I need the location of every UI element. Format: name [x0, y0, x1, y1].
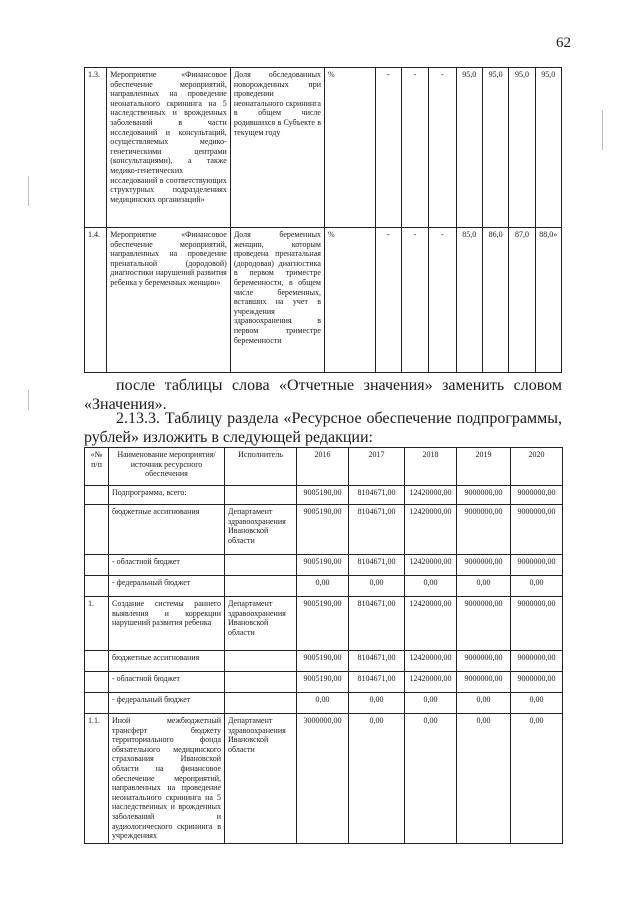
amount-cell: 9005190,00	[297, 486, 349, 505]
row-name: Подпрограмма, всего:	[109, 486, 225, 505]
indicators-table	[84, 67, 562, 373]
paragraph-resource-section	[84, 409, 562, 447]
amount-cell: 0,00	[349, 714, 405, 844]
row-executor	[225, 576, 297, 597]
amount-cell: 9000000,00	[457, 505, 511, 555]
row-name: - областной бюджет	[109, 555, 225, 576]
amount-cell: 12420000,00	[405, 597, 457, 651]
amount-cell: 9000000,00	[511, 505, 563, 555]
amount-cell: 9005190,00	[297, 651, 349, 672]
event-name: Мероприятие «Финансовое обеспечение мероприятий, направленных на проведение неонатального скрининга на 5 наследственных и врожденных заболеваний в части исследований и консультаций, осуществляемых медико-генетическими центрами (консультациями), а также медико-генетических исследований в соответствующих структурных подразделениях медицинских организаций»	[107, 68, 231, 228]
value-cell: -	[401, 68, 428, 228]
amount-cell: 12420000,00	[405, 672, 457, 693]
value-cell: -	[401, 228, 428, 373]
table-header-row	[85, 448, 563, 486]
unit: %	[324, 228, 375, 373]
row-executor	[225, 672, 297, 693]
header-name: Наименование мероприятия/источник ресурсного обеспечения	[109, 448, 225, 486]
amount-cell: 0,00	[457, 714, 511, 844]
value-cell: -	[375, 68, 401, 228]
scan-margin-mark	[28, 176, 29, 206]
scan-margin-mark	[28, 390, 29, 410]
row-name: - областной бюджет	[109, 672, 225, 693]
event-name: Мероприятие «Финансовое обеспечение мероприятий, направленных на проведение пренатальной (дородовой) диагностики нарушений развития ребенка у беременных женщин»	[107, 228, 231, 373]
value-cell: 88,0»	[535, 228, 561, 373]
amount-cell: 9005190,00	[297, 505, 349, 555]
amount-cell: 0,00	[405, 576, 457, 597]
paragraph-text: 2.13.3. Таблицу раздела «Ресурсное обеспечение подпрограммы, рублей» изложить в следующей редакции:	[84, 410, 562, 446]
row-number	[85, 555, 109, 576]
row-number	[85, 651, 109, 672]
amount-cell: 3000000,00	[297, 714, 349, 844]
amount-cell: 9000000,00	[511, 555, 563, 576]
value-cell: 95,0	[482, 68, 508, 228]
row-number	[85, 576, 109, 597]
table-row	[85, 576, 563, 597]
row-name: - федеральный бюджет	[109, 693, 225, 714]
value-cell: 95,0	[456, 68, 482, 228]
amount-cell: 9000000,00	[511, 486, 563, 505]
table-row	[85, 486, 563, 505]
amount-cell: 9000000,00	[457, 672, 511, 693]
row-name: Иной межбюджетный трансферт бюджету территориального фонда обязательного медицинского страхования Ивановской области на финансовое обеспечение мероприятий, направленных на проведение неонатального скрининга на 5 наследственных и врожденных заболеваний и аудиологического скрининга в учреждениях	[109, 714, 225, 844]
amount-cell: 0,00	[297, 576, 349, 597]
unit: %	[324, 68, 375, 228]
row-name: бюджетные ассигнования	[109, 505, 225, 555]
row-number	[85, 505, 109, 555]
amount-cell: 0,00	[457, 693, 511, 714]
amount-cell: 8104671,00	[349, 672, 405, 693]
header-executor: Исполнитель	[225, 448, 297, 486]
amount-cell: 9000000,00	[511, 672, 563, 693]
table-row	[85, 693, 563, 714]
amount-cell: 8104671,00	[349, 486, 405, 505]
row-number: 1.	[85, 597, 109, 651]
amount-cell: 9005190,00	[297, 597, 349, 651]
row-executor: Департамент здравоохранения Ивановской области	[225, 714, 297, 844]
row-name: - федеральный бюджет	[109, 576, 225, 597]
amount-cell: 9000000,00	[457, 651, 511, 672]
amount-cell: 0,00	[511, 576, 563, 597]
row-executor	[225, 693, 297, 714]
amount-cell: 9000000,00	[511, 651, 563, 672]
amount-cell: 8104671,00	[349, 505, 405, 555]
row-name: бюджетные ассигнования	[109, 651, 225, 672]
value-cell: -	[375, 228, 401, 373]
amount-cell: 12420000,00	[405, 651, 457, 672]
value-cell: 95,0	[535, 68, 561, 228]
amount-cell: 12420000,00	[405, 555, 457, 576]
header-year: 2018	[405, 448, 457, 486]
row-executor	[225, 486, 297, 505]
value-cell: 86,0	[482, 228, 508, 373]
header-year: 2019	[457, 448, 511, 486]
header-year: 2020	[511, 448, 563, 486]
amount-cell: 8104671,00	[349, 555, 405, 576]
paragraph-text: после таблицы слова «Отчетные значения» заменить словом «Значения».	[84, 377, 562, 413]
amount-cell: 0,00	[297, 693, 349, 714]
row-executor: Департамент здравоохранения Ивановской области	[225, 597, 297, 651]
amount-cell: 9000000,00	[457, 597, 511, 651]
amount-cell: 0,00	[511, 714, 563, 844]
amount-cell: 9005190,00	[297, 672, 349, 693]
amount-cell: 9005190,00	[297, 555, 349, 576]
table-row	[85, 228, 562, 373]
table-row	[85, 651, 563, 672]
row-executor: Департамент здравоохранения Ивановской области	[225, 505, 297, 555]
row-number	[85, 486, 109, 505]
amount-cell: 0,00	[349, 576, 405, 597]
scan-margin-mark	[602, 110, 603, 150]
page-number: 62	[556, 35, 571, 51]
value-cell: 85,0	[456, 228, 482, 373]
table-row	[85, 68, 562, 228]
amount-cell: 8104671,00	[349, 597, 405, 651]
resource-table	[84, 447, 563, 844]
row-number	[85, 672, 109, 693]
amount-cell: 0,00	[457, 576, 511, 597]
row-number: 1.3.	[85, 68, 107, 228]
amount-cell: 9000000,00	[457, 486, 511, 505]
row-executor	[225, 651, 297, 672]
table-row	[85, 597, 563, 651]
table-row	[85, 714, 563, 844]
table-row	[85, 505, 563, 555]
value-cell: -	[429, 228, 456, 373]
row-executor	[225, 555, 297, 576]
row-number: 1.4.	[85, 228, 107, 373]
amount-cell: 0,00	[405, 714, 457, 844]
header-year: 2016	[297, 448, 349, 486]
indicator-name: Доля беременных женщин, которым проведена пренатальная (дородовая) диагностика в первом триместре беременности, в общем числе беременных, вставших на учет в учреждения здравоохранения в первом триместре беременности	[230, 228, 324, 373]
amount-cell: 9000000,00	[457, 555, 511, 576]
indicator-name: Доля обследованных новорожденных при проведении неонатального скрининга в общем числе родившихся в Субъекте в текущем году	[230, 68, 324, 228]
amount-cell: 0,00	[349, 693, 405, 714]
table-row	[85, 555, 563, 576]
row-name: Создание системы раннего выявления и коррекции нарушений развития ребенка	[109, 597, 225, 651]
amount-cell: 9000000,00	[511, 597, 563, 651]
amount-cell: 0,00	[511, 693, 563, 714]
amount-cell: 12420000,00	[405, 486, 457, 505]
amount-cell: 0,00	[405, 693, 457, 714]
header-num: «№ п/п	[85, 448, 109, 486]
value-cell: -	[429, 68, 456, 228]
value-cell: 95,0	[509, 68, 535, 228]
row-number: 1.1.	[85, 714, 109, 844]
table-row	[85, 672, 563, 693]
amount-cell: 12420000,00	[405, 505, 457, 555]
header-year: 2017	[349, 448, 405, 486]
row-number	[85, 693, 109, 714]
value-cell: 87,0	[509, 228, 535, 373]
amount-cell: 8104671,00	[349, 651, 405, 672]
